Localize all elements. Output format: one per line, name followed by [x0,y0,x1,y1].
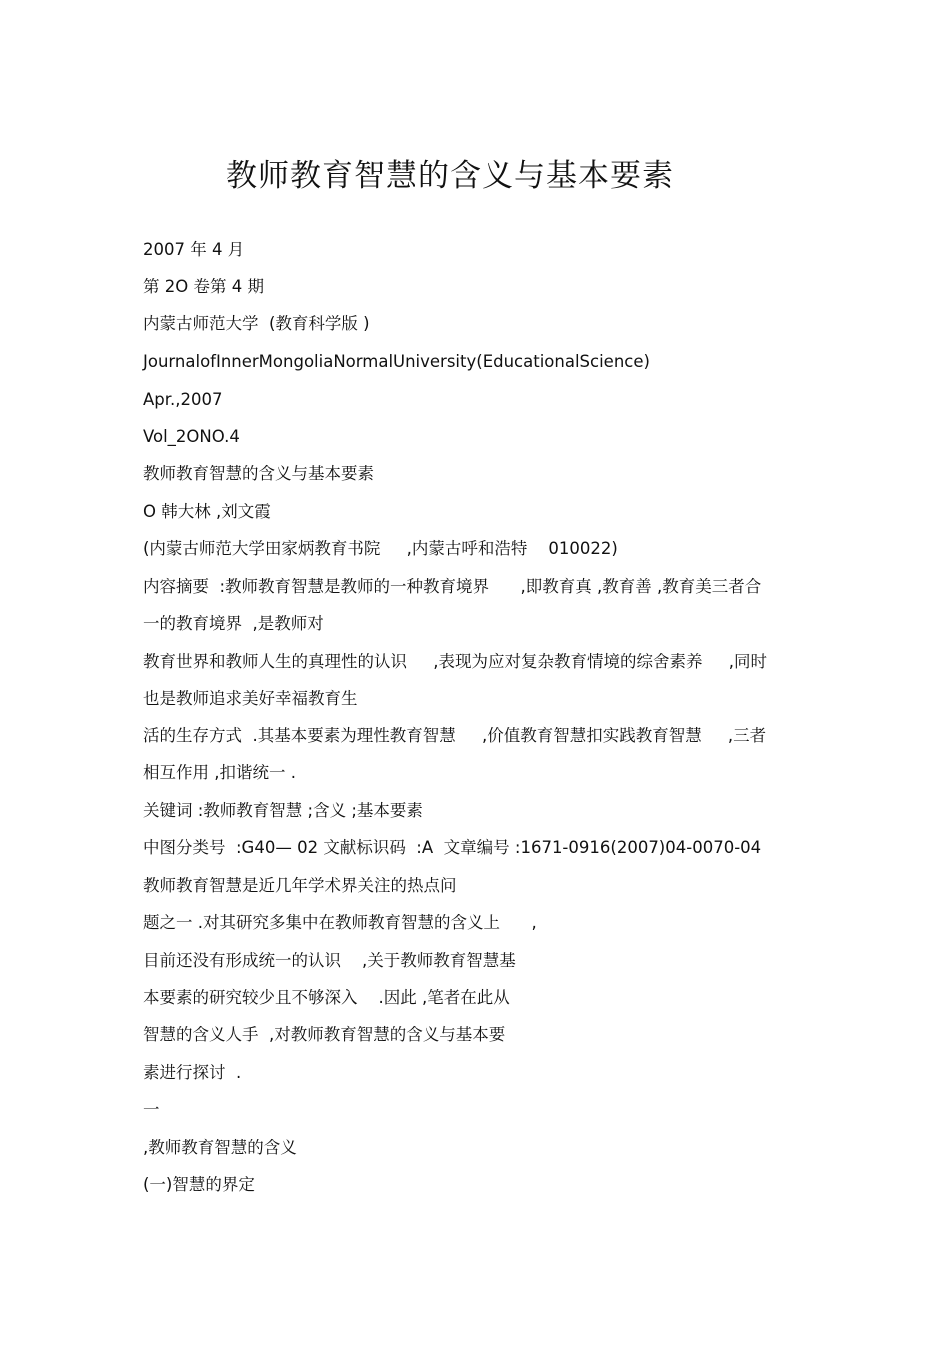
abstract-line: 也是教师追求美好幸福教育生 [143,689,358,708]
section-heading: ,教师教育智慧的含义 [143,1138,297,1157]
document-title: 教师教育智慧的含义与基本要素 [226,158,674,194]
keywords: 关键词 :教师教育智慧 ;含义 ;基本要素 [143,801,423,820]
body-line: 目前还没有形成统一的认识 ,关于教师教育智慧基 [143,951,516,970]
abstract-line: 活的生存方式 .其基本要素为理性教育智慧 ,价值教育智慧扣实践教育智慧 ,三者 [143,726,767,745]
body-line: 教师教育智慧是近几年学术界关注的热点问 [143,876,457,895]
abstract-line: 相互作用 ,扣谐统一 . [143,763,296,782]
publication-date-cn: 2007 年 4 月 [143,240,245,259]
subsection-heading: (一)智慧的界定 [143,1175,255,1194]
authors: O 韩大林 ,刘文霞 [143,502,271,521]
affiliation: (内蒙古师范大学田家炳教育书院 ,内蒙古呼和浩特 010022) [143,539,618,558]
body-line: 智慧的含义人手 ,对教师教育智慧的含义与基本要 [143,1025,506,1044]
body-line: 本要素的研究较少且不够深入 .因此 ,笔者在此从 [143,988,510,1007]
volume-issue-cn: 第 2O 卷第 4 期 [143,277,264,296]
body-line: 题之一 .对其研究多集中在教师教育智慧的含义上 , [143,913,537,932]
section-number: 一 [143,1100,160,1119]
abstract-line: 教育世界和教师人生的真理性的认识 ,表现为应对复杂教育情境的综舍素养 ,同时 [143,652,767,671]
volume-issue-en: Vol_2ONO.4 [143,427,240,446]
journal-name-en: JournalofInnerMongoliaNormalUniversity(EducationalScience) [143,352,650,371]
abstract-line: 一的教育境界 ,是教师对 [143,614,324,633]
abstract-line: 内容摘要 :教师教育智慧是教师的一种教育境界 ,即教育真 ,教育善 ,教育美三者合 [143,577,762,596]
body-line: 素进行探讨 . [143,1063,242,1082]
classification: 中图分类号 :G40— 02 文献标识码 :A 文章编号 :1671-0916(2007)04-0070-04 [143,838,762,857]
article-title: 教师教育智慧的含义与基本要素 [143,464,374,483]
journal-name-cn: 内蒙古师范大学 (教育科学版 ) [143,314,370,333]
publication-date-en: Apr.,2007 [143,390,223,409]
